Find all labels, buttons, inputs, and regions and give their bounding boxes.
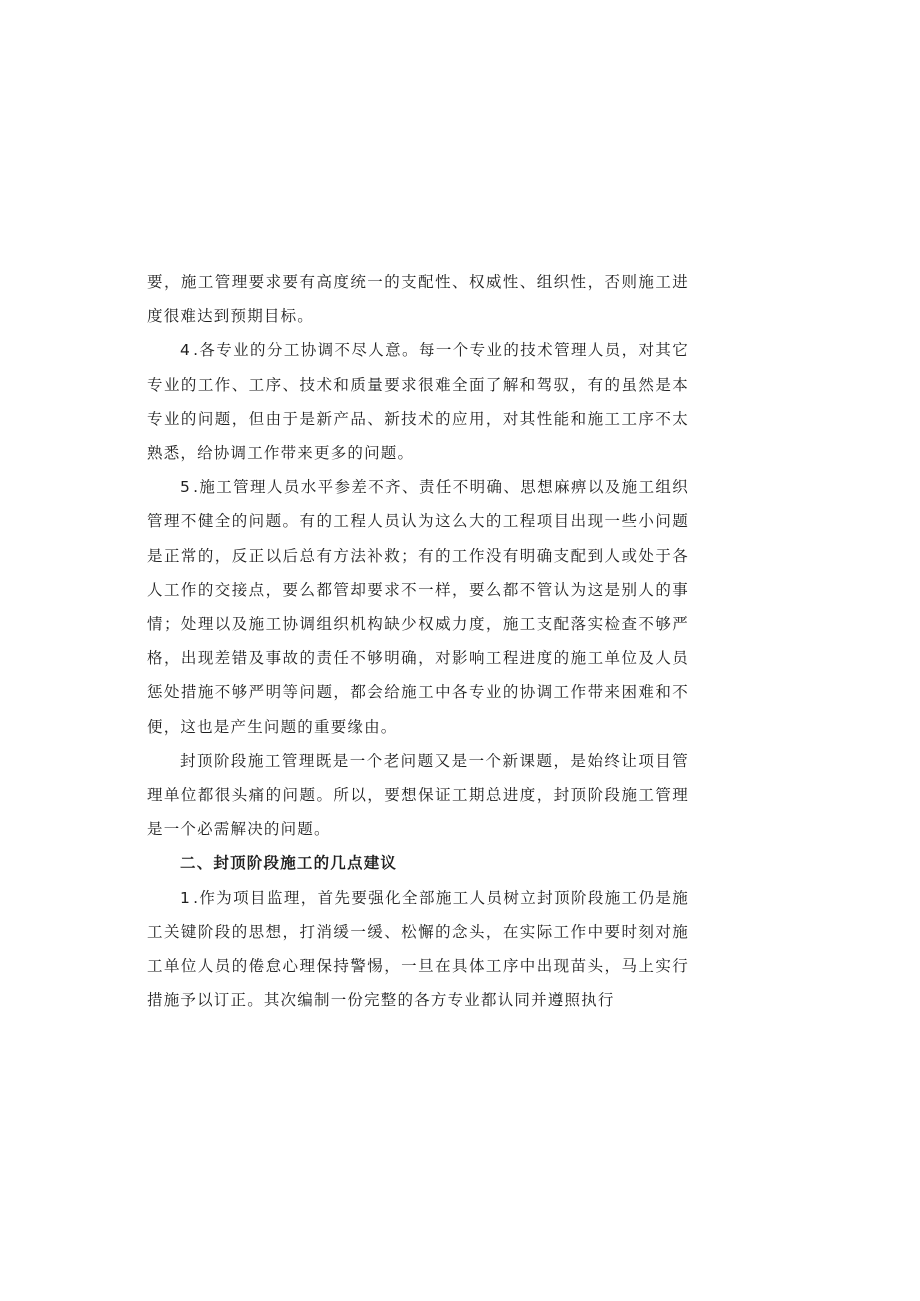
paragraph-item-5 bbox=[147, 470, 689, 744]
item-number: 5 bbox=[180, 478, 192, 497]
paragraph-text: .作为项目监理，首先要强化全部施工人员树立封顶阶段施工仍是施工关键阶段的思想，打消缓一缓、松懈的念头，在实际工作中要时刻对施工单位人员的倦怠心理保持警惕，一旦在具体工序中出现苗头，马上实行措施予以订正。其次编制一份完整的各方专业都认同并遵照执行 bbox=[147, 888, 689, 1010]
paragraph-text: .施工管理人员水平参差不齐、责任不明确、思想麻痹以及施工组织管理不健全的问题。有的工程人员认为这么大的工程项目出现一些小问题是正常的，反正以后总有方法补救；有的工作没有明确支配到人或处于各人工作的交接点，要么都管却要求不一样，要么都不管认为这是别人的事情；处理以及施工协调组织机构缺少权威力度，施工支配落实检查不够严格，出现差错及事故的责任不够明确，对影响工程进度的施工单位及人员惩处措施不够严明等问题，都会给施工中各专业的协调工作带来困难和不便，这也是产生问题的重要缘由。 bbox=[147, 478, 689, 736]
paragraph-item-4 bbox=[147, 333, 689, 470]
item-number: 4 bbox=[180, 341, 192, 360]
paragraph-suggestion-1 bbox=[147, 881, 689, 1018]
document-page bbox=[147, 265, 689, 1017]
paragraph-text: .各专业的分工协调不尽人意。每一个专业的技术管理人员，对其它专业的工作、工序、技术和质量要求很难全面了解和驾驭，有的虽然是本专业的问题，但由于是新产品、新技术的应用，对其性能和施工工序不太熟悉，给协调工作带来更多的问题。 bbox=[147, 341, 689, 463]
paragraph-summary: 封顶阶段施工管理既是一个老问题又是一个新课题，是始终让项目管理单位都很头痛的问题。所以，要想保证工期总进度，封顶阶段施工管理是一个必需解决的问题。 bbox=[147, 751, 689, 839]
section-heading: 二、封顶阶段施工的几点建议 bbox=[180, 854, 398, 873]
paragraph-continued: 要，施工管理要求要有高度统一的支配性、权威性、组织性，否则施工进度很难达到预期目标。 bbox=[147, 273, 689, 326]
item-number: 1 bbox=[180, 888, 192, 907]
